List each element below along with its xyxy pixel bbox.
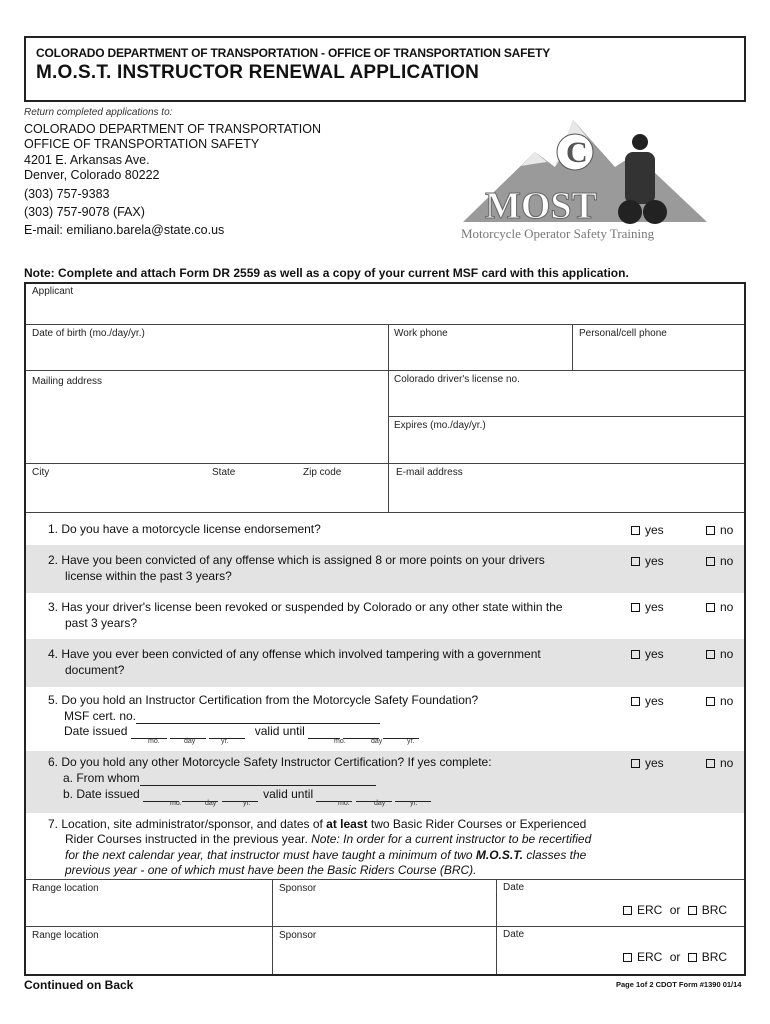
applicant-field[interactable]: Applicant <box>32 286 74 297</box>
q3-no-option[interactable] <box>706 600 733 614</box>
q2-yes-option[interactable] <box>631 554 664 568</box>
dob-field[interactable]: Date of birth (mo./day/yr.) <box>32 328 145 339</box>
divider <box>26 463 744 464</box>
checkbox-icon[interactable] <box>706 650 715 659</box>
logo-letter: C <box>566 136 588 169</box>
fax: (303) 757-9078 (FAX) <box>24 205 145 219</box>
state-field[interactable]: State <box>212 467 236 478</box>
cell-phone-field[interactable]: Personal/cell phone <box>579 328 667 339</box>
date-field[interactable]: Date <box>503 882 525 893</box>
no-label: no <box>720 554 734 568</box>
from-whom-label: a. From whom <box>63 771 140 785</box>
erc-label: ERC <box>637 950 663 964</box>
sub-yr: yr. <box>410 800 418 807</box>
city-field[interactable]: City <box>32 467 50 478</box>
divider <box>388 324 389 512</box>
valid-until-label: valid until <box>263 787 314 801</box>
checkbox-icon[interactable] <box>706 526 715 535</box>
sub-yr: yr. <box>221 738 229 745</box>
erc-checkbox-icon[interactable] <box>623 906 632 915</box>
q2-no-option[interactable] <box>706 554 733 568</box>
email-field[interactable]: E-mail address <box>396 467 463 478</box>
address-line-3: 4201 E. Arkansas Ave. <box>24 153 150 167</box>
from-whom-row <box>63 770 376 786</box>
question-3-cont: past 3 years? <box>65 616 138 630</box>
question-7-cont <box>65 831 591 847</box>
brc-label: BRC <box>701 950 728 964</box>
license-no-field[interactable]: Colorado driver's license no. <box>394 374 520 385</box>
logo-wordmark: MOST <box>485 185 597 227</box>
q6-no-option[interactable] <box>706 756 733 770</box>
continued-on-back: Continued on Back <box>24 978 134 992</box>
no-label: no <box>720 600 734 614</box>
zip-field[interactable]: Zip code <box>303 467 342 478</box>
expires-field[interactable]: Expires (mo./day/yr.) <box>394 420 486 431</box>
question-2-cont: license within the past 3 years? <box>65 569 232 583</box>
q3-yes-option[interactable] <box>631 600 664 614</box>
yes-label: yes <box>645 756 664 770</box>
checkbox-icon[interactable] <box>706 697 715 706</box>
header-box <box>24 36 746 102</box>
yes-label: yes <box>645 554 664 568</box>
email-contact[interactable]: E-mail: emiliano.barela@state.co.us <box>24 223 225 237</box>
sponsor-field[interactable]: Sponsor <box>279 930 317 941</box>
question-7-note <box>65 847 586 863</box>
question-3: 3. Has your driver's license been revoked or suspended by Colorado or any other state within the <box>48 600 563 614</box>
divider <box>26 879 744 880</box>
q1-yes-option[interactable] <box>631 523 664 537</box>
checkbox-icon[interactable] <box>631 557 640 566</box>
divider <box>496 879 497 974</box>
date-issued-label: b. Date issued <box>63 787 140 801</box>
sub-mo: mo. <box>170 800 182 807</box>
agency-line: COLORADO DEPARTMENT OF TRANSPORTATION - OFFICE OF TRANSPORTATION SAFETY <box>36 46 550 60</box>
question-5: 5. Do you hold an Instructor Certification from the Motorcycle Safety Foundation? <box>48 693 479 707</box>
sponsor-field[interactable]: Sponsor <box>279 883 317 894</box>
erc-checkbox-icon[interactable] <box>623 953 632 962</box>
q5-yes-option[interactable] <box>631 694 664 708</box>
question-1: 1. Do you have a motorcycle license endorsement? <box>48 522 321 536</box>
q7-emphasis: M.O.S.T. <box>475 848 523 862</box>
question-7 <box>48 816 586 832</box>
checkbox-icon[interactable] <box>706 557 715 566</box>
yes-label: yes <box>645 600 664 614</box>
sub-yr: yr. <box>407 738 415 745</box>
q4-no-option[interactable] <box>706 647 733 661</box>
from-whom-input[interactable] <box>140 774 376 786</box>
no-label: no <box>720 523 734 537</box>
question-6: 6. Do you hold any other Motorcycle Safety Instructor Certification? If yes complete: <box>48 755 492 769</box>
divider <box>388 416 744 417</box>
sub-mo: mo. <box>148 738 160 745</box>
question-7-note-end: previous year - one of which must have been the Basic Riders Course (BRC). <box>65 863 477 877</box>
sub-mo: mo. <box>338 800 350 807</box>
mailing-address-field[interactable]: Mailing address <box>32 376 103 387</box>
sub-mo: mo. <box>334 738 346 745</box>
or-label: or <box>669 903 681 917</box>
phone: (303) 757-9383 <box>24 187 110 201</box>
yes-label: yes <box>645 694 664 708</box>
q5-no-option[interactable] <box>706 694 733 708</box>
form-title: M.O.S.T. INSTRUCTOR RENEWAL APPLICATION <box>36 62 480 83</box>
no-label: no <box>720 647 734 661</box>
address-line-1: COLORADO DEPARTMENT OF TRANSPORTATION <box>24 122 322 136</box>
checkbox-icon[interactable] <box>631 697 640 706</box>
brc-checkbox-icon[interactable] <box>688 906 697 915</box>
q7-note: for the next calendar year, that instructor must have taught a minimum of two <box>65 848 476 862</box>
most-logo <box>455 112 717 244</box>
q4-yes-option[interactable] <box>631 647 664 661</box>
msf-cert-row <box>64 708 380 724</box>
address-line-4: Denver, Colorado 80222 <box>24 168 160 182</box>
yes-label: yes <box>645 523 664 537</box>
sub-yr: yr. <box>243 800 251 807</box>
question-4-cont: document? <box>65 663 125 677</box>
attach-note: Note: Complete and attach Form DR 2559 as well as a copy of your current MSF card with this application. <box>24 266 629 280</box>
course-type-option <box>623 903 727 917</box>
q5-date-row <box>64 723 419 739</box>
checkbox-icon[interactable] <box>631 603 640 612</box>
checkbox-icon[interactable] <box>631 759 640 768</box>
course-type-option <box>623 950 727 964</box>
brc-label: BRC <box>701 903 728 917</box>
checkbox-icon[interactable] <box>631 526 640 535</box>
range-location-field[interactable]: Range location <box>32 883 99 894</box>
page-info: Page 1of 2 CDOT Form #1390 01/14 <box>616 980 742 989</box>
q7-emphasis: at least <box>326 817 368 831</box>
range-location-field[interactable]: Range location <box>32 930 99 941</box>
divider <box>572 324 573 370</box>
sub-day: day <box>374 800 386 807</box>
yes-label: yes <box>645 647 664 661</box>
question-4: 4. Have you ever been convicted of any offense which involved tampering with a government <box>48 647 541 661</box>
q7-note: Note: In order for a current instructor to be recertified <box>311 832 592 846</box>
erc-label: ERC <box>637 903 663 917</box>
valid-until-label: valid until <box>254 724 305 738</box>
sub-day: day <box>371 738 383 745</box>
or-label: or <box>669 950 681 964</box>
no-label: no <box>720 694 734 708</box>
return-caption: Return completed applications to: <box>24 107 173 118</box>
date-field[interactable]: Date <box>503 929 525 940</box>
address-line-2: OFFICE OF TRANSPORTATION SAFETY <box>24 137 260 151</box>
divider <box>26 324 744 325</box>
msf-cert-label: MSF cert. no. <box>64 709 137 723</box>
divider <box>26 926 744 927</box>
date-issued-label: Date issued <box>64 724 128 738</box>
sub-day: day <box>205 800 217 807</box>
no-label: no <box>720 756 734 770</box>
brc-checkbox-icon[interactable] <box>688 953 697 962</box>
logo-tagline: Motorcycle Operator Safety Training <box>461 226 655 241</box>
divider <box>26 370 744 371</box>
q6-yes-option[interactable] <box>631 756 664 770</box>
checkbox-icon[interactable] <box>706 759 715 768</box>
q7-note: classes the <box>522 848 587 862</box>
q7-text: 7. Location, site administrator/sponsor, and dates of <box>48 817 327 831</box>
divider <box>26 512 744 513</box>
issued-year-input[interactable] <box>222 790 258 802</box>
q7-text: Rider Courses instructed in the previous year. <box>65 832 312 846</box>
checkbox-icon[interactable] <box>631 650 640 659</box>
work-phone-field[interactable]: Work phone <box>394 328 448 339</box>
q7-text: two Basic Rider Courses or Experienced <box>367 817 587 831</box>
checkbox-icon[interactable] <box>706 603 715 612</box>
sub-day: day <box>184 738 196 745</box>
q1-no-option[interactable] <box>706 523 733 537</box>
divider <box>272 879 273 974</box>
question-2: 2. Have you been convicted of any offense which is assigned 8 or more points on your drivers <box>48 553 545 567</box>
